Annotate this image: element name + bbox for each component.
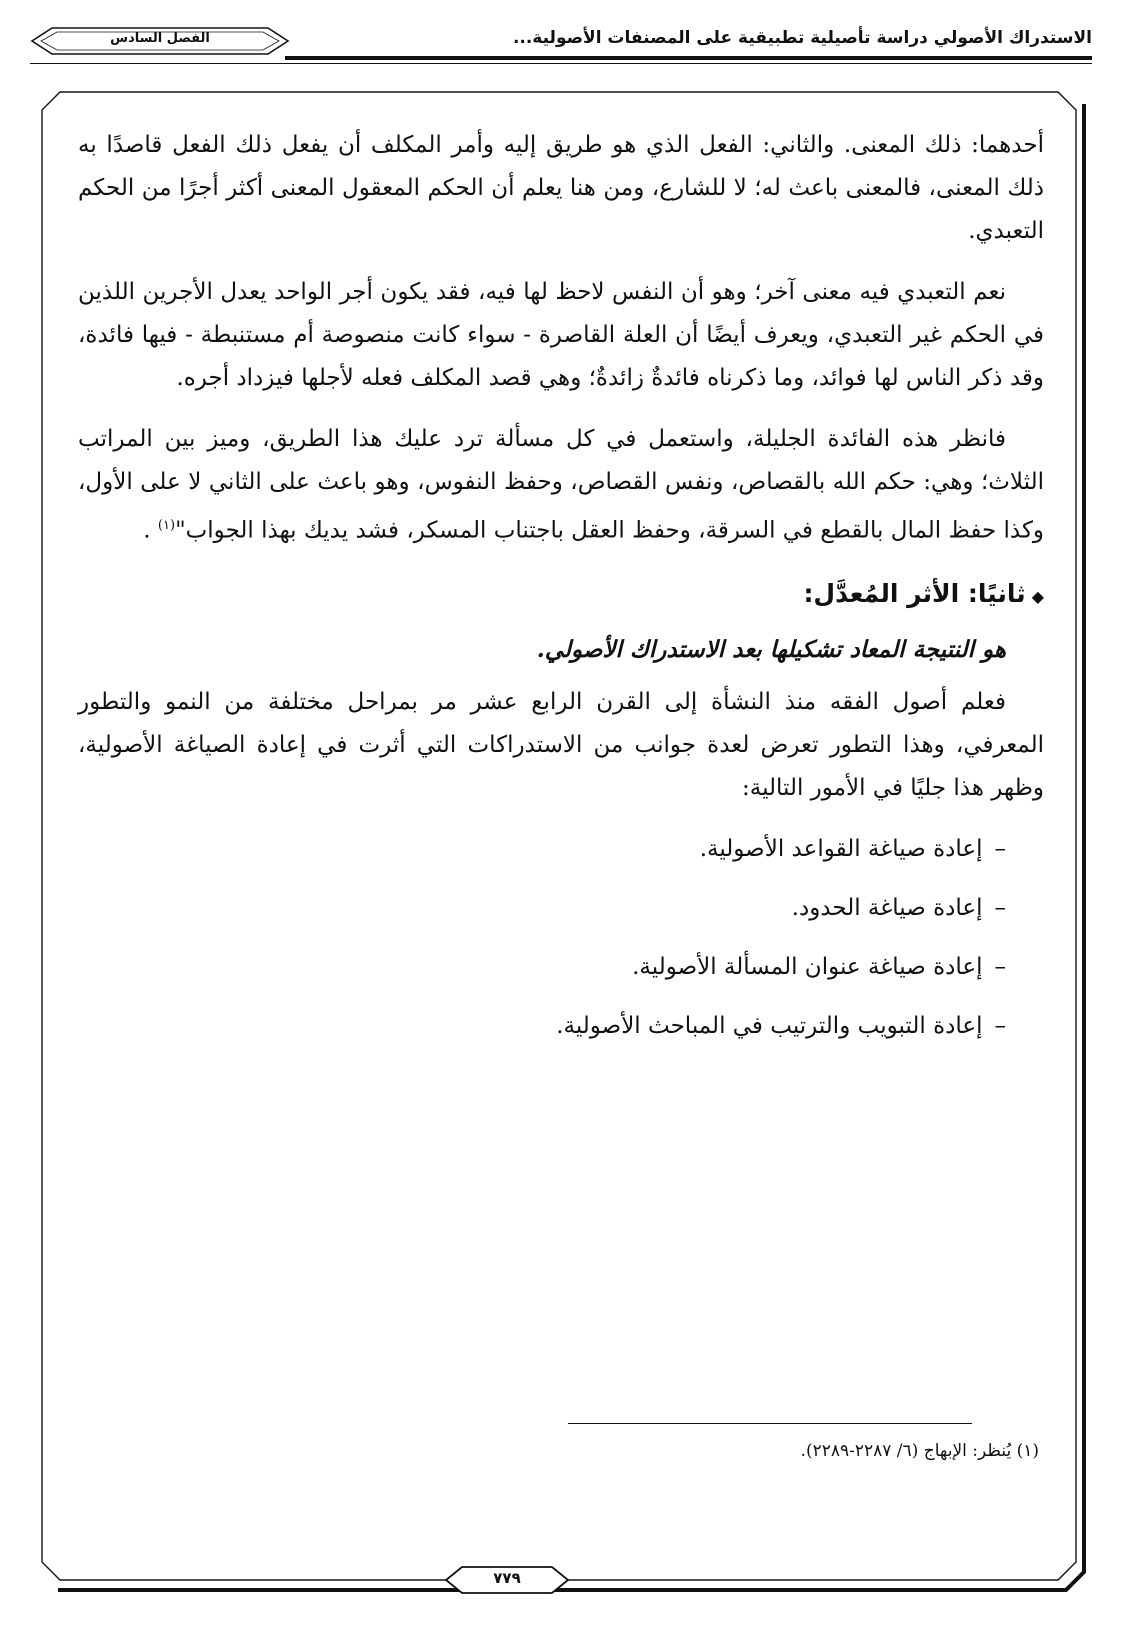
paragraph: نعم التعبدي فيه معنى آخر؛ وهو أن النفس لاحظ لها فيه، فقد يكون أجر الواحد يعدل الأجرين اللذين في الحكم غير التعبدي، ويعرف أيضًا أن العلة القاصرة - سواء كانت منصوصة أم مستنبطة - فيها فائدة، وقد ذكر الناس لها فوائد، وما ذكرناه فائدةٌ زائدةٌ؛ وهي قصد المكلف فعله لأجلها فيزداد أجره. [78,279,1044,391]
header-rule-thin [30,63,1092,64]
list-item [78,946,1044,989]
chapter-label: الفصل السادس [110,31,210,46]
list [78,828,1044,1048]
paragraph: أحدهما: ذلك المعنى. والثاني: الفعل الذي هو طريق إليه وأمر المكلف أن يفعل ذلك الفعل قاصدًا به ذلك المعنى، فالمعنى باعث له؛ لا للشارع، ومن هنا يعلم أن الحكم المعقول المعنى أكثر أجرًا من الحكم التعبدي. [78,132,1044,244]
running-header [30,22,1092,80]
list-item [78,887,1044,930]
dash-bullet-icon: – [994,1012,1006,1039]
running-title: الاستدراك الأصولي دراسة تأصيلية تطبيقية على المصنفات الأصولية... [512,28,1092,48]
paragraph: فعلم أصول الفقه منذ النشأة إلى القرن الرابع عشر مر بمراحل مختلفة من النمو والتطور المعرفي، وهذا التطور تعرض لعدة جوانب من الاستدراكات التي أثرت في إعادة الصياغة الأصولية، وظهر هذا جليًا في الأمور التالية: [78,688,1044,801]
list-item [78,1005,1044,1048]
section-heading-text: ثانيًا: الأثر المُعدَّل: [803,578,1026,608]
paragraph-quote-end: فانظر هذه الفائدة الجليلة، واستعمل في كل مسألة ترد عليك هذا الطريق، وميز بين المراتب الثلاث؛ وهي: حكم الله بالقصاص، ونفس القصاص، وحفظ النفوس، وهو باعث على الثاني لا على الأول، وكذا حفظ المال بالقطع في السرقة، وحفظ العقل باجتناب المسكر، فشد يديك بهذا الجواب"$^{(١)}$ . [78,426,1044,544]
section-heading [78,571,1044,620]
definition: هو النتيجة المعاد تشكيلها بعد الاستدراك الأصولي. [536,635,1006,663]
dash-bullet-icon: – [994,835,1006,862]
page-body [78,124,1044,1064]
list-item [78,828,1044,871]
header-rule [285,56,1092,60]
paragraph-text: فانظر هذه الفائدة الجليلة، واستعمل في كل مسألة ترد عليك هذا الطريق، وميز بين المراتب الثلاث؛ وهي: حكم الله بالقصاص، ونفس القصاص، وحفظ النفوس، وهو باعث على الثاني لا على الأول، وكذا حفظ المال بالقطع في السرقة، وحفظ العقل باجتناب المسكر، فشد يديك بهذا الجواب" [78,426,1044,544]
chapter-tab [30,22,290,60]
page-number-badge [444,1564,570,1596]
footnote-rule [568,1423,972,1424]
dash-bullet-icon: – [994,953,1006,980]
list-item-text: إعادة صياغة عنوان المسألة الأصولية. [632,953,983,980]
footnote: (١) يُنظر: الإبهاج (٦/ ٢٢٨٧-٢٢٨٩). [800,1441,1039,1461]
list-item-text: إعادة صياغة الحدود. [791,894,983,921]
list-item-text: إعادة التبويب والترتيب في المباحث الأصولية. [556,1012,983,1039]
dash-bullet-icon: – [994,894,1006,921]
diamond-bullet-icon: ◆ [1031,586,1044,606]
footnote-reference: (١) [157,518,176,533]
list-item-text: إعادة صياغة القواعد الأصولية. [699,835,983,862]
page-number: ٧٧٩ [493,1569,521,1587]
